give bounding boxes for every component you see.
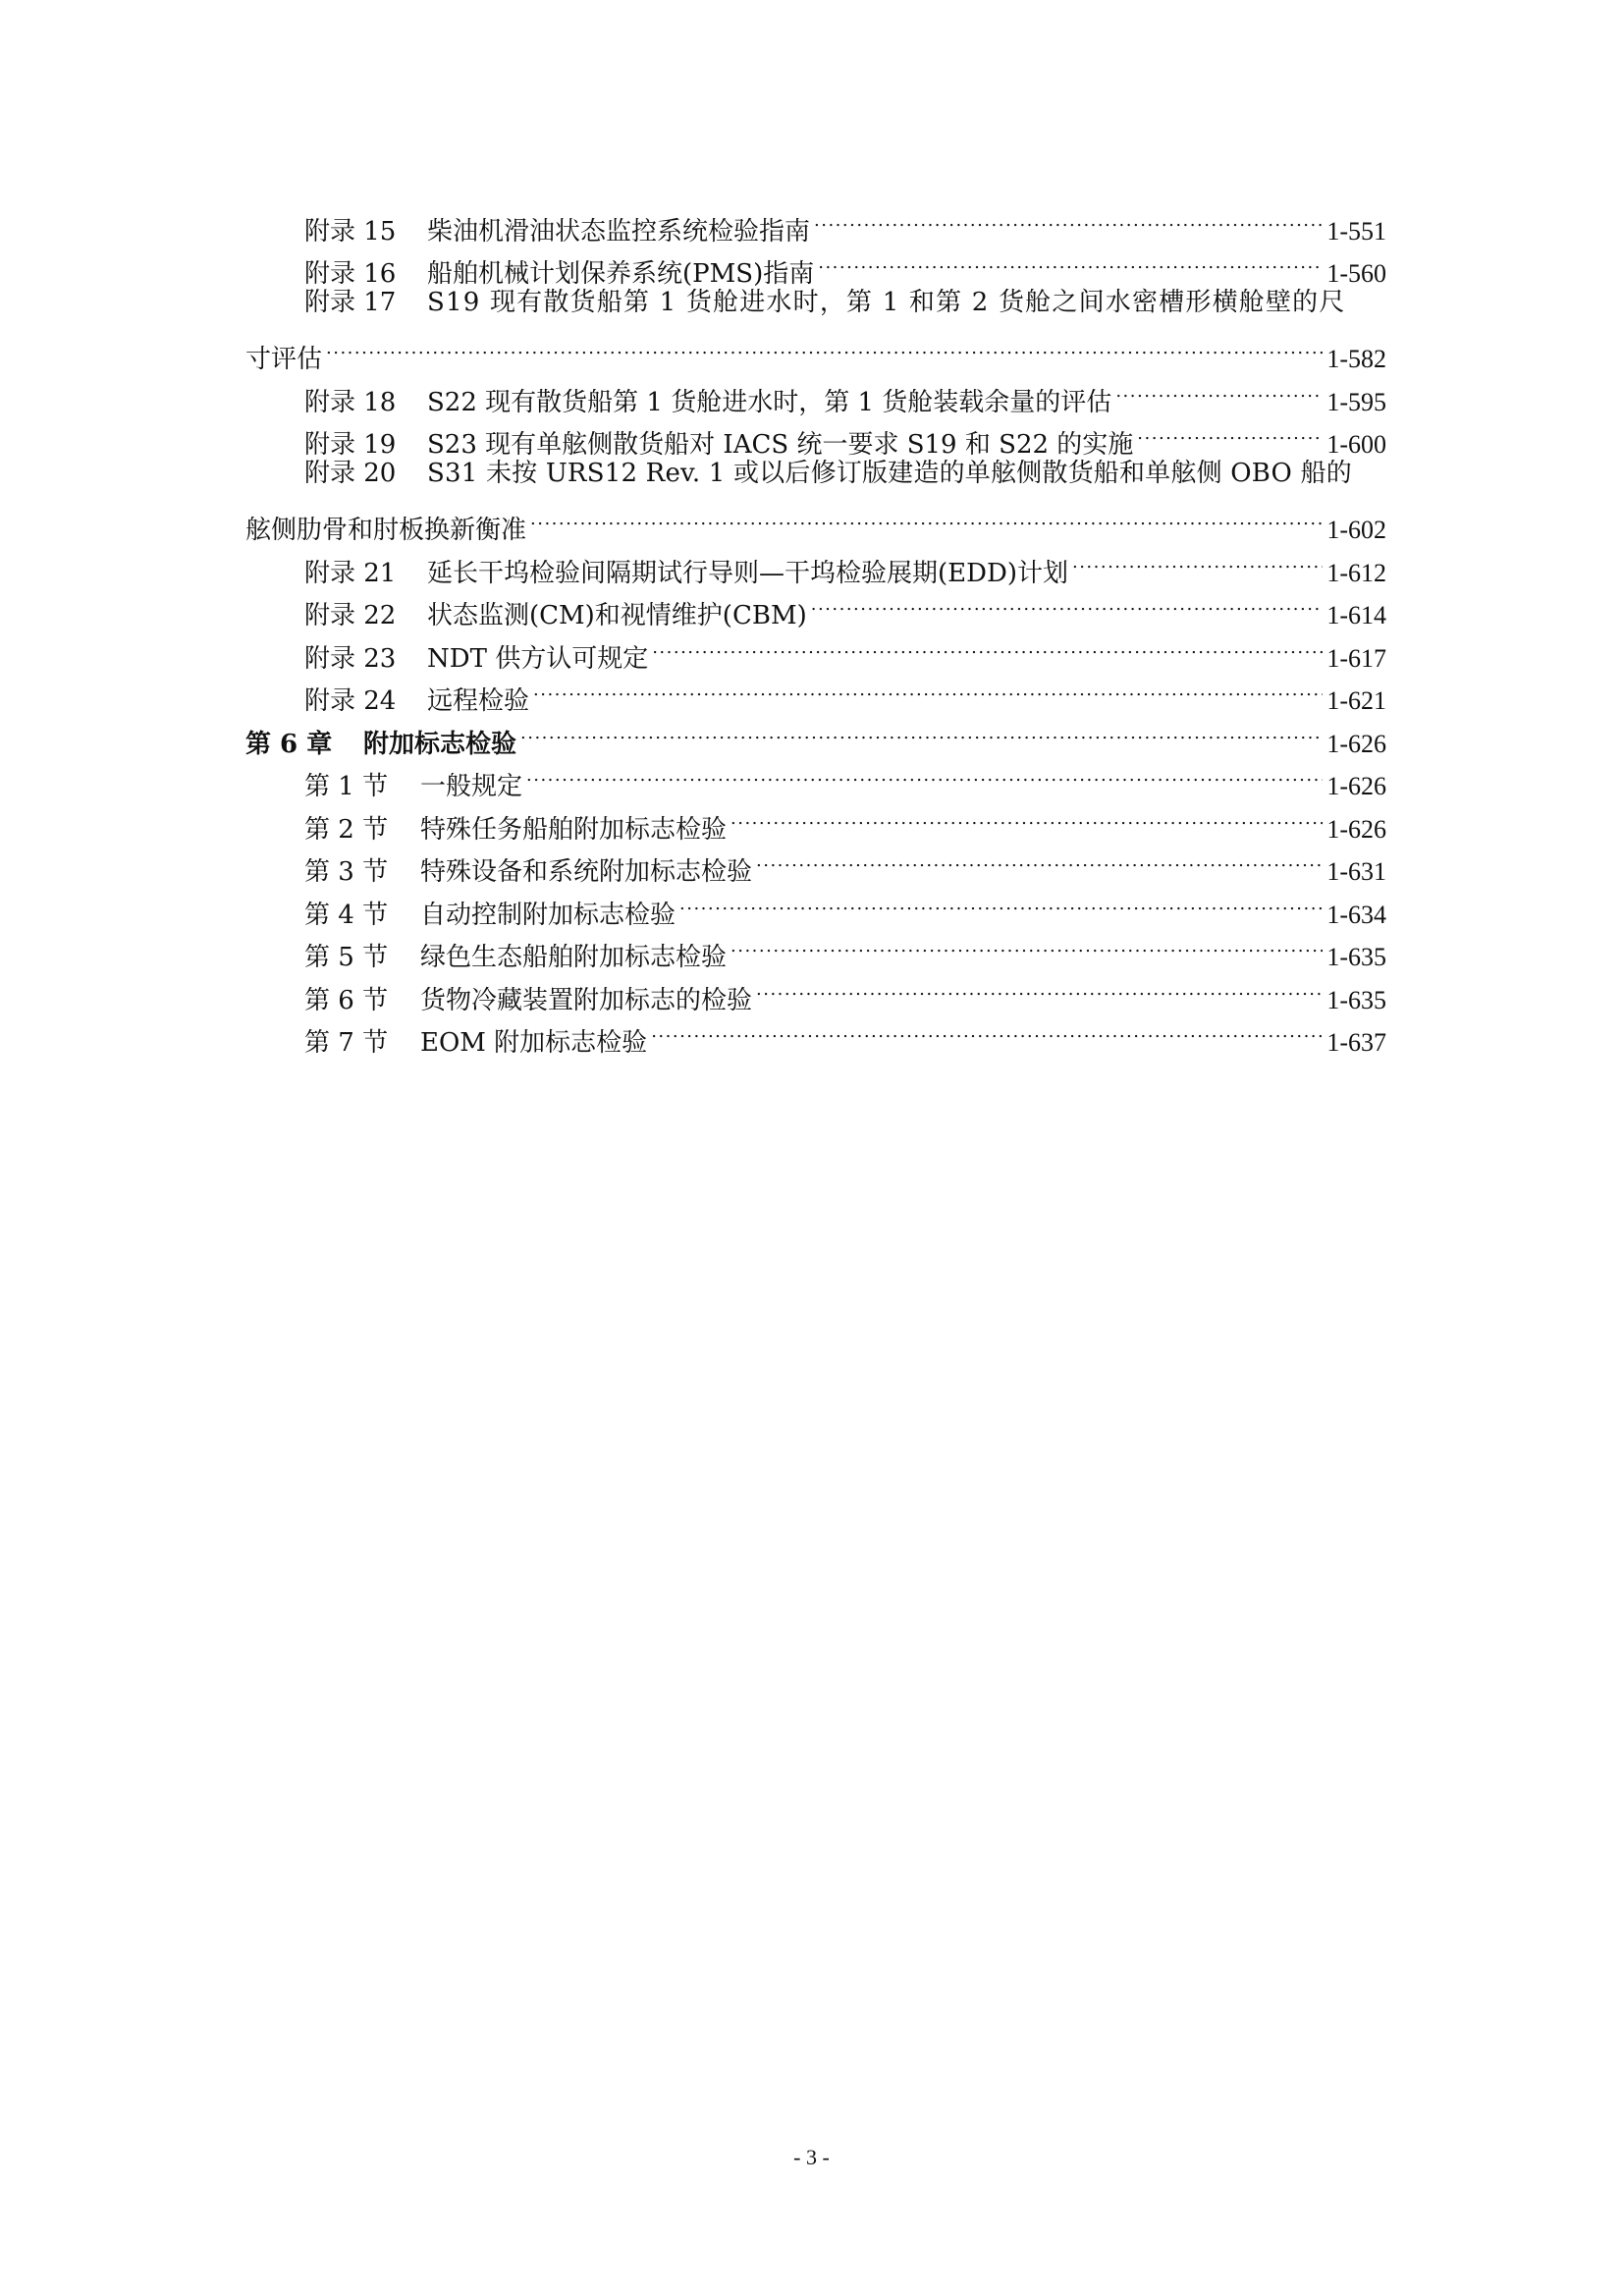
dot-leader (1137, 410, 1323, 454)
toc-section-title: EOM 附加标志检验 (420, 1028, 648, 1058)
toc-section-title: 自动控制附加标志检验 (420, 900, 676, 930)
toc-entry-label: 附录 19 (304, 430, 397, 460)
toc-section-page: 1-631 (1326, 857, 1386, 886)
toc-entry-page: 1-582 (1326, 345, 1386, 373)
dot-leader (818, 240, 1323, 283)
toc-entry-appendix-18[interactable] (245, 367, 1386, 417)
toc-entry-label: 附录 23 (304, 643, 397, 674)
toc-entry-title: S19 现有散货船第 1 货舱进水时，第 1 和第 2 货舱之间水密槽形横舱壁的尺 (427, 288, 1346, 317)
toc-entry-page: 1-617 (1326, 643, 1386, 673)
dot-leader (533, 667, 1323, 710)
toc-chapter-page: 1-626 (1326, 729, 1386, 758)
toc-entry-page: 1-621 (1326, 686, 1386, 715)
toc-section-page: 1-635 (1326, 985, 1386, 1014)
toc-section-page: 1-635 (1326, 943, 1386, 971)
page-number-footer: - 3 - (793, 2145, 830, 2169)
toc-entry-title: S31 未按 URS12 Rev. 1 或以后修订版建造的单舷侧散货船和单舷侧 OBO 船的 (427, 459, 1352, 488)
toc-entry-label: 附录 24 (304, 686, 397, 716)
toc-section-title: 特殊设备和系统附加标志检验 (420, 857, 753, 887)
toc-section-label: 第 7 节 (304, 1028, 389, 1058)
dot-leader (652, 624, 1323, 667)
toc-section-title: 一般规定 (420, 772, 523, 801)
toc-section-page: 1-634 (1326, 900, 1386, 929)
toc-section-page: 1-626 (1326, 772, 1386, 800)
toc-entry-label: 附录 22 (304, 601, 397, 630)
toc-entry-label: 附录 16 (304, 259, 397, 289)
dot-leader (811, 581, 1324, 625)
toc-entry-appendix-20[interactable] (245, 453, 1386, 545)
dot-leader (814, 196, 1323, 240)
toc-entry-continuation (245, 496, 1386, 545)
toc-entry-title: 延长干坞检验间隔期试行导则—干坞检验展期(EDD)计划 (427, 558, 1068, 588)
toc-entry-title: S23 现有单舷侧散货船对 IACS 统一要求 S19 和 S22 的实施 (427, 430, 1134, 460)
dot-leader (651, 1009, 1323, 1052)
dot-leader (1072, 538, 1323, 581)
toc-entry-label: 附录 20 (304, 459, 397, 488)
toc-section-title: 特殊任务船舶附加标志检验 (420, 814, 728, 845)
toc-section-title: 绿色生态船舶附加标志检验 (420, 943, 728, 972)
table-of-contents (245, 196, 1386, 1058)
toc-entry-appendix-15[interactable] (245, 196, 1386, 246)
toc-chapter-label: 第 6 章 (245, 729, 333, 759)
dot-leader (530, 496, 1323, 539)
toc-section-label: 第 3 节 (304, 857, 389, 887)
toc-entry-page: 1-612 (1326, 558, 1386, 587)
dot-leader (326, 325, 1323, 368)
dot-leader (756, 838, 1323, 881)
toc-entry-appendix-17[interactable] (245, 282, 1386, 374)
toc-section-page: 1-626 (1326, 814, 1386, 844)
toc-section-label: 第 5 节 (304, 943, 389, 972)
toc-entry-title: 船舶机械计划保养系统(PMS)指南 (427, 259, 815, 289)
toc-section-label: 第 4 节 (304, 900, 389, 930)
toc-entry-title: NDT 供方认可规定 (427, 643, 649, 674)
toc-section-label: 第 2 节 (304, 814, 389, 845)
toc-entry-continuation (245, 325, 1386, 374)
toc-entry-page: 1-602 (1326, 516, 1386, 544)
toc-entry-title: 远程检验 (427, 686, 530, 716)
toc-entry-first-line (245, 453, 1386, 496)
toc-entry-page: 1-595 (1326, 387, 1386, 416)
toc-entry-label: 附录 15 (304, 216, 397, 246)
toc-section-label: 第 6 节 (304, 985, 389, 1015)
toc-chapter-title: 附加标志检验 (363, 729, 517, 759)
toc-section-title: 货物冷藏装置附加标志的检验 (420, 985, 753, 1015)
toc-entry-page: 1-600 (1326, 430, 1386, 459)
toc-entry-label: 附录 21 (304, 558, 397, 588)
dot-leader (730, 794, 1323, 838)
dot-leader (756, 965, 1323, 1009)
toc-entry-title: S22 现有散货船第 1 货舱进水时，第 1 货舱装载余量的评估 (427, 387, 1112, 417)
toc-entry-label: 附录 17 (304, 288, 397, 317)
toc-section-page: 1-637 (1326, 1028, 1386, 1057)
dot-leader (1115, 367, 1323, 410)
toc-entry-page: 1-560 (1326, 259, 1386, 288)
dot-leader (526, 752, 1323, 795)
dot-leader (730, 923, 1323, 966)
toc-entry-label: 附录 18 (304, 387, 397, 417)
dot-leader (679, 880, 1323, 923)
toc-entry-title-continued: 寸评估 (245, 345, 323, 374)
toc-entry-page: 1-551 (1326, 216, 1386, 246)
dot-leader (520, 709, 1323, 752)
toc-entry-first-line (245, 282, 1386, 325)
toc-entry-title: 状态监测(CM)和视情维护(CBM) (427, 601, 807, 630)
toc-section-label: 第 1 节 (304, 772, 389, 801)
toc-entry-title: 柴油机滑油状态监控系统检验指南 (427, 216, 811, 246)
toc-entry-title-continued: 舷侧肋骨和肘板换新衡准 (245, 516, 527, 545)
toc-entry-page: 1-614 (1326, 601, 1386, 629)
